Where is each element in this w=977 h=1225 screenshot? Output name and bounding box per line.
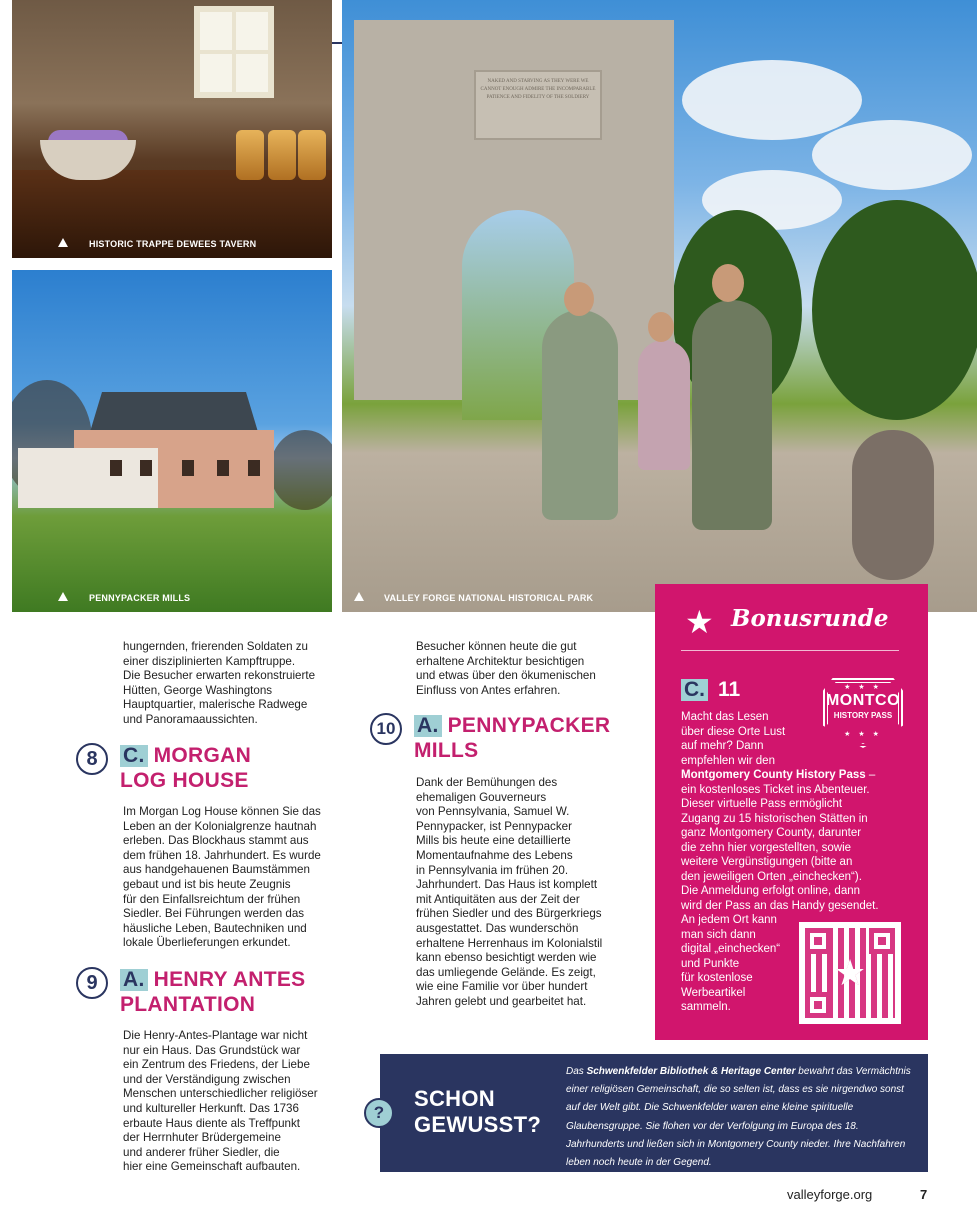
house-window	[217, 460, 229, 476]
col1-intro-text: hungernden, frierenden Soldaten zu einer disziplinierten Kampftruppe. Die Besucher erwarten rekonstruierte Hütten, George Washingtons Hauptquartier, malerische Radwege und Panoramaaussichten.	[123, 640, 316, 726]
col1-intro	[123, 640, 355, 728]
section-number-badge: 10	[370, 713, 402, 745]
caption-triangle-icon	[354, 592, 364, 601]
house-window	[140, 460, 152, 476]
photo-caption: HISTORIC TRAPPE DEWEES TAVERN	[89, 239, 257, 249]
bonus-round-box	[655, 584, 928, 1040]
qr-code[interactable]	[799, 922, 901, 1024]
qr-pattern	[805, 928, 895, 1018]
schwenkfelder-name: Schwenkfelder Bibliothek & Heritage Center	[586, 1066, 796, 1077]
section-9-heading	[76, 967, 306, 1017]
house-window	[182, 460, 194, 476]
girl-in-dress	[638, 340, 690, 470]
caption-triangle-icon	[58, 238, 68, 247]
man-walking	[692, 300, 772, 530]
section-title	[414, 713, 610, 763]
section-body-text: Dank der Bemühungen des ehemaligen Gouverneurs von Pennsylvania, Samuel W. Pennypacker, ist Pennypacker Mills bis heute eine detaillierte Momentaufnahme des Lebens in Pennsylvania im frühen 20. Jahrhundert. Das Haus ist komplett mit Antiquitäten aus der Zeit der frühen Siedler und des Bürgerkriegs ausgestattet. Das wunderschön erhaltene Herrenhaus im Kolonialstil kann ebenso besichtigt werden wie das umliegende Gelände. Es zeigt, wie eine Familie vor über hundert Jahren gelebt und gearbeitet hat.	[416, 776, 603, 1008]
section-title	[120, 967, 306, 1017]
dog	[852, 430, 934, 580]
section-title	[120, 743, 251, 793]
cloud	[812, 120, 972, 190]
tavern-window	[194, 6, 274, 98]
caption-triangle-icon	[58, 592, 68, 601]
answer-value: 11	[718, 678, 741, 701]
arch-inscription	[474, 70, 602, 140]
inscription-text: NAKED AND STARVING AS THEY WERE WE CANNOT ENOUGH ADMIRE THE INCOMPARABLE PATIENCE AND FIDELITY OF THE SOLDIERY	[480, 79, 596, 100]
badge-subtitle: HISTORY PASS	[833, 711, 893, 720]
man-head	[712, 264, 744, 302]
woman-head	[564, 282, 594, 316]
answer-letter: A.	[414, 715, 442, 737]
did-you-know-text	[566, 1063, 914, 1172]
section-title-text: HENRY ANTES PLANTATION	[120, 968, 306, 1016]
did-you-know-title: SCHON GEWUSST?	[414, 1086, 542, 1137]
star-icon: ★	[685, 604, 714, 640]
section-number-badge: 8	[76, 743, 108, 775]
badge-title: MONTCO	[825, 692, 901, 709]
answer-letter: A.	[120, 969, 148, 991]
house-porch	[18, 448, 158, 508]
dyk-text-post: bewahrt das Vermächtnis einer religiösen Gemeinschaft, die so selten ist, dass es sie nirgendwo sonst auf der Welt gibt. Die Schwenkfelder waren eine kleine spirituelle Glaubensgruppe. Sie flohen vor der Verfolgung im Europa des 18. Jahrhunderts und ließen sich in Montgomery County nieder. Ihre Nachfahren leben noch heute in der Gegend.	[566, 1066, 911, 1169]
house-window	[248, 460, 260, 476]
cloud	[682, 60, 862, 140]
did-you-know-box	[373, 1054, 928, 1172]
tree	[812, 200, 977, 420]
question-mark-icon: ?	[364, 1098, 394, 1128]
badge-stars: ★ ★ ★	[844, 684, 882, 691]
house-roof	[74, 392, 274, 432]
col2-intro-text: Besucher können heute die gut erhaltene Architektur besichtigen und etwas über den ökumenischen Einfluss von Antes erfahren.	[416, 640, 596, 697]
qr-finder	[869, 928, 895, 954]
col2-intro	[416, 640, 648, 698]
page-number: 7	[920, 1187, 928, 1202]
bonus-text-rest: – ein kostenloses Ticket ins Abenteuer. Dieser virtuelle Pass ermöglicht Zugang zu 15 historischen Stätten in ganz Montgomery County, darunter die zehn hier vorgestellten, sowie weitere Vergünstigungen (bitte an den jeweiligen Orten „einchecken“). Die Anmeldung erfolgt online, dann wird der Pass an das Handy gesendet. An jedem Ort kann man sich dann digital „einchecken“ und Punkte für kostenlose Werbeartikel sammeln.	[681, 769, 879, 1013]
bare-tree	[270, 430, 332, 510]
memorial-arch	[354, 20, 674, 400]
girl-head	[648, 312, 674, 342]
photo-caption: VALLEY FORGE NATIONAL HISTORICAL PARK	[384, 593, 594, 603]
footer-url[interactable]: valleyforge.org	[787, 1187, 873, 1202]
qr-star-icon: ★	[833, 952, 867, 993]
photo-pennypacker-mills	[12, 270, 332, 612]
bonus-answer	[681, 678, 740, 702]
history-pass-name: Montgomery County History Pass	[681, 769, 866, 781]
bonus-title: Bonusrunde	[731, 605, 889, 632]
section-body-text: Im Morgan Log House können Sie das Leben an der Kolonialgrenze hautnah erleben. Das Blockhaus stammt aus dem frühen 18. Jahrhundert. Es wurde aus handgehauenen Baumstämmen gebaut und ist bis heute Zeugnis für den Einfallsreichtum der frühen Siedler. Bei Führungen werden das häusliche Leben, Bautechniken und lokale Überlieferungen erkundet.	[123, 805, 321, 950]
photo-caption: PENNYPACKER MILLS	[89, 593, 191, 603]
honey-jar	[268, 130, 296, 180]
photo-valley-forge	[342, 0, 977, 612]
section-10-heading	[370, 713, 610, 763]
section-8-heading	[76, 743, 251, 793]
badge-stars: ★ ★ ★	[844, 731, 882, 738]
section-10-body	[416, 776, 648, 1010]
section-body-text: Die Henry-Antes-Plantage war nicht nur ein Haus. Das Grundstück war ein Zentrum des Friedens, der Liebe und der Verständigung zwischen Menschen unterschiedlicher religiöser und kultureller Herkunft. Das 1736 erbaute Haus diente als Treffpunkt der Herrnhuter Brüdergemeine und anderer früher Siedler, die hier eine Gemeinschaft aufbauten.	[123, 1029, 318, 1174]
house-window	[110, 460, 122, 476]
honey-jar	[298, 130, 326, 180]
bonus-text-intro: Macht das Lesen über diese Orte Lust auf mehr? Dann empfehlen wir den	[681, 711, 786, 767]
bonus-divider	[681, 650, 899, 651]
answer-letter: C.	[681, 679, 708, 701]
answer-letter: C.	[120, 745, 148, 767]
section-number-badge: 9	[76, 967, 108, 999]
qr-finder	[805, 928, 831, 954]
section-9-body	[123, 1029, 355, 1175]
section-title-text: MORGAN LOG HOUSE	[120, 744, 252, 792]
dyk-text-pre: Das	[566, 1066, 587, 1077]
woman-in-dress	[542, 310, 618, 520]
section-8-body	[123, 805, 355, 951]
qr-finder	[805, 992, 831, 1018]
photo-trappe-dewees-tavern	[12, 0, 332, 258]
section-title-text: PENNYPACKER MILLS	[414, 714, 611, 762]
honey-jar	[236, 130, 264, 180]
